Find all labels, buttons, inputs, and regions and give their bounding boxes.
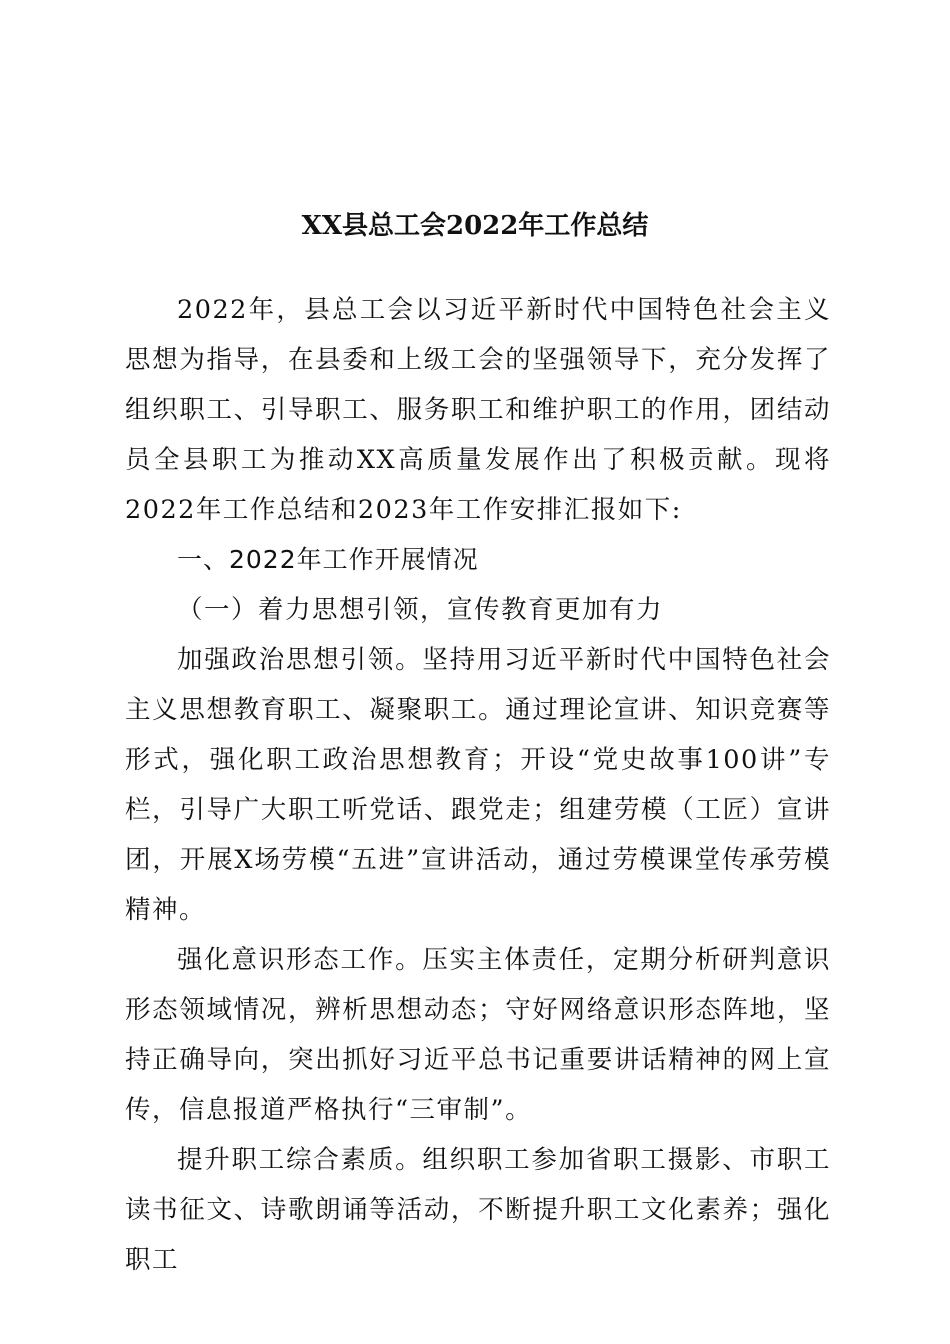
document-body	[125, 285, 831, 1285]
body-paragraph: 强化意识形态工作。压实主体责任，定期分析研判意识形态领域情况，辨析思想动态；守好网络意识形态阵地，坚持正确导向，突出抓好习近平总书记重要讲话精神的网上宣传，信息报道严格执行“三审制”。	[125, 945, 831, 1125]
intro-paragraph: 2022年，县总工会以习近平新时代中国特色社会主义思想为指导，在县委和上级工会的坚强领导下，充分发挥了组织职工、引导职工、服务职工和维护职工的作用，团结动员全县职工为推动XX高质量发展作出了积极贡献。现将2022年工作总结和2023年工作安排汇报如下:	[125, 295, 831, 525]
section-heading: 一、2022年工作开展情况	[177, 545, 479, 574]
body-paragraph: 加强政治思想引领。坚持用习近平新时代中国特色社会主义思想教育职工、凝聚职工。通过理论宣讲、知识竞赛等形式，强化职工政治思想教育；开设“党史故事100讲”专栏，引导广大职工听党话、跟党走；组建劳模（工匠）宣讲团，开展X场劳模“五进”宣讲活动，通过劳模课堂传承劳模精神。	[125, 645, 831, 925]
document-title: XX县总工会2022年工作总结	[301, 211, 649, 241]
body-paragraph: 提升职工综合素质。组织职工参加省职工摄影、市职工读书征文、诗歌朗诵等活动，不断提升职工文化素养；强化职工	[125, 1145, 831, 1275]
subsection-heading: （一）着力思想引领，宣传教育更加有力	[177, 595, 664, 625]
